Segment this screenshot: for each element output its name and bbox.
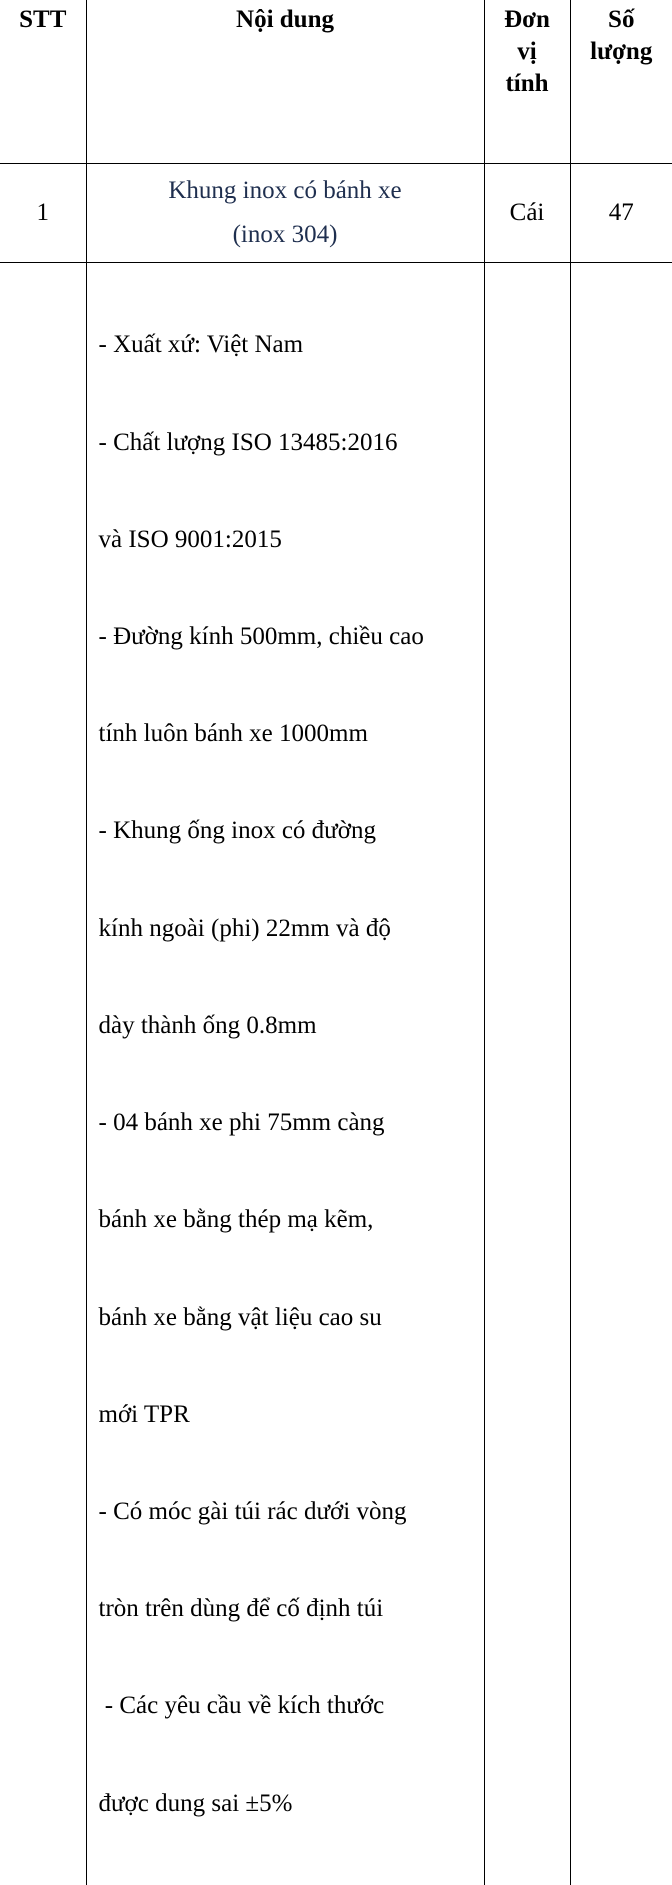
spec-row [0, 262, 672, 1885]
spec-line: - Chất lượng ISO 13485:2016 [99, 427, 478, 459]
spec-line: - Khung ống inox có đường [99, 815, 478, 847]
spec-line: - Các yêu cầu về kích thước [99, 1690, 478, 1722]
spec-stt-empty [0, 262, 86, 1885]
header-quantity-line: lượng [571, 36, 672, 68]
spec-line: mới TPR [99, 1399, 478, 1431]
item-name [86, 163, 484, 262]
item-name-line: Khung inox có bánh xe [87, 169, 484, 213]
item-quantity: 47 [570, 163, 672, 262]
header-content: Nội dung [86, 0, 484, 163]
header-unit-line: tính [485, 68, 570, 100]
spec-line: tròn trên dùng để cố định túi [99, 1593, 478, 1625]
header-stt: STT [0, 0, 86, 163]
header-unit-line: vị [485, 36, 570, 68]
header-row [0, 0, 672, 163]
spec-line: được dung sai ±5% [99, 1788, 478, 1820]
spec-line: bánh xe bằng thép mạ kẽm, [99, 1204, 478, 1236]
item-unit: Cái [484, 163, 570, 262]
item-row [0, 163, 672, 262]
spec-line: - 04 bánh xe phi 75mm càng [99, 1107, 478, 1139]
spec-line: tính luôn bánh xe 1000mm [99, 718, 478, 750]
spec-line: và ISO 9001:2015 [99, 524, 478, 556]
header-quantity-line: Số [571, 4, 672, 36]
spec-list [86, 262, 484, 1885]
spec-line: bánh xe bằng vật liệu cao su [99, 1302, 478, 1334]
header-unit [484, 0, 570, 163]
item-name-line: (inox 304) [87, 213, 484, 257]
item-stt: 1 [0, 163, 86, 262]
header-quantity [570, 0, 672, 163]
spec-line: - Đường kính 500mm, chiều cao [99, 621, 478, 653]
spec-quantity-empty [570, 262, 672, 1885]
spec-unit-empty [484, 262, 570, 1885]
spec-line: kính ngoài (phi) 22mm và độ [99, 913, 478, 945]
spec-line: - Xuất xứ: Việt Nam [99, 329, 478, 361]
spec-line: - Có móc gài túi rác dưới vòng [99, 1496, 478, 1528]
spec-line: dày thành ống 0.8mm [99, 1010, 478, 1042]
header-unit-line: Đơn [485, 4, 570, 36]
